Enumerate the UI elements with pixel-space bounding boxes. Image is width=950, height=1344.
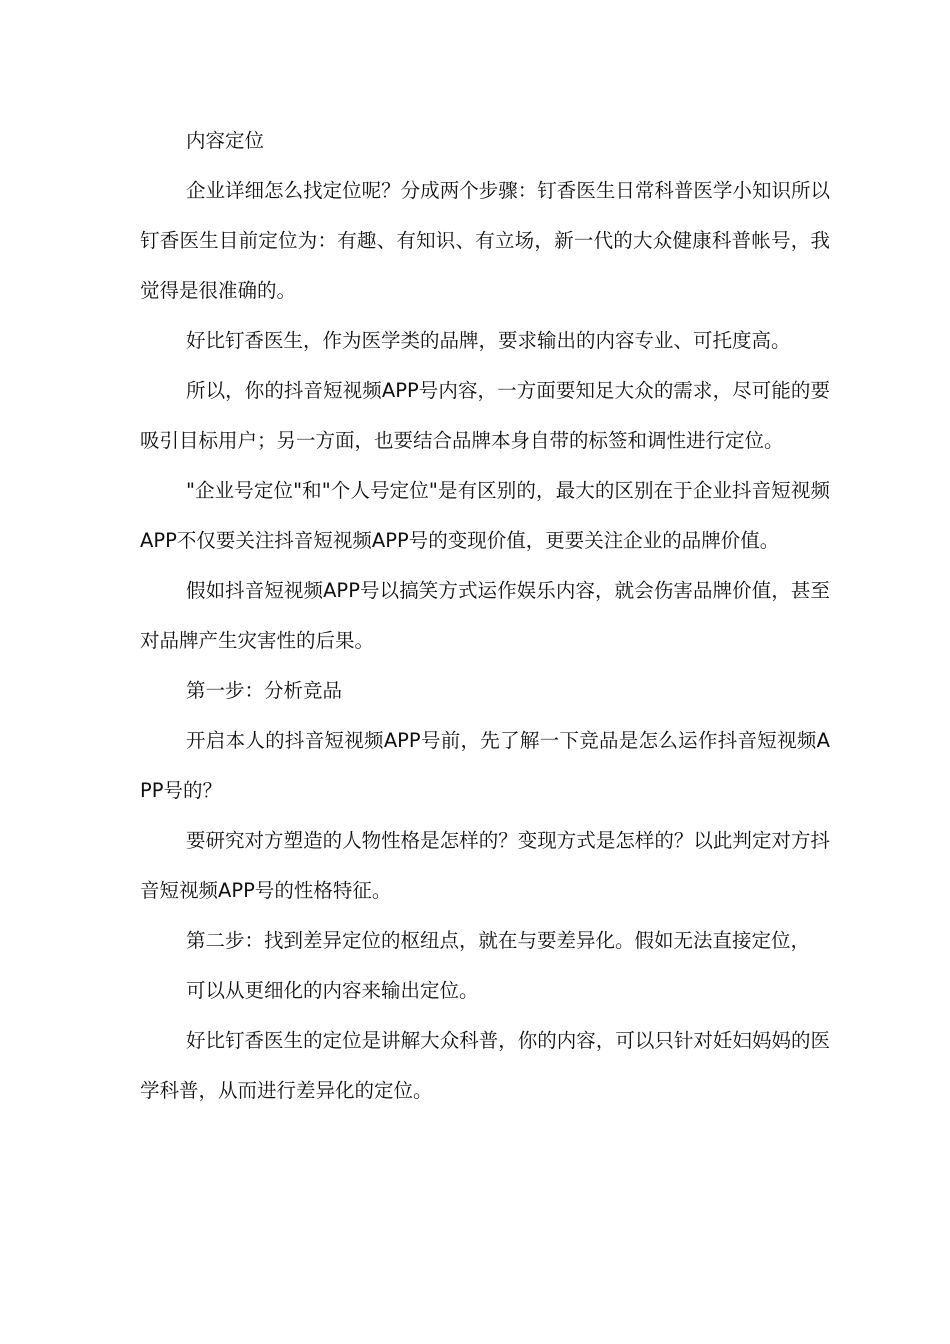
- step-two-line: 第二步：找到差异定位的枢纽点，就在与要差异化。假如无法直接定位，: [186, 929, 811, 952]
- step-two-line: 可以从更细化的内容来输出定位。: [186, 979, 479, 1002]
- paragraph: 所以，你的抖音短视频APP号内容，一方面要知足大众的需求，尽可能的要吸引目标用户；另一方面，也要结合品牌本身自带的标签和调性进行定位。: [140, 379, 830, 452]
- paragraph: 企业详细怎么找定位呢？分成两个步骤：钉香医生日常科普医学小知识所以钉香医生目前定位为：有趣、有知识、有立场，新一代的大众健康科普帐号，我觉得是很准确的。: [140, 179, 830, 302]
- step-one-heading: 第一步：分析竞品: [186, 679, 343, 702]
- paragraph: 好比钉香医生，作为医学类的品牌，要求输出的内容专业、可托度高。: [186, 329, 791, 352]
- paragraph: "企业号定位"和"个人号定位"是有区别的，最大的区别在于企业抖音短视频APP不仅要关注抖音短视频APP号的变现价值，更要关注企业的品牌价值。: [140, 479, 830, 552]
- paragraph: 要研究对方塑造的人物性格是怎样的？变现方式是怎样的？以此判定对方抖音短视频APP号的性格特征。: [140, 829, 830, 902]
- paragraph: 假如抖音短视频APP号以搞笑方式运作娱乐内容，就会伤害品牌价值，甚至对品牌产生灾害性的后果。: [140, 579, 830, 652]
- section-heading: 内容定位: [186, 129, 265, 152]
- document-body: [140, 116, 830, 1116]
- paragraph: 开启本人的抖音短视频APP号前，先了解一下竞品是怎么运作抖音短视频APP号的？: [140, 729, 830, 802]
- paragraph: 好比钉香医生的定位是讲解大众科普，你的内容，可以只针对妊妇妈妈的医学科普，从而进行差异化的定位。: [140, 1029, 830, 1102]
